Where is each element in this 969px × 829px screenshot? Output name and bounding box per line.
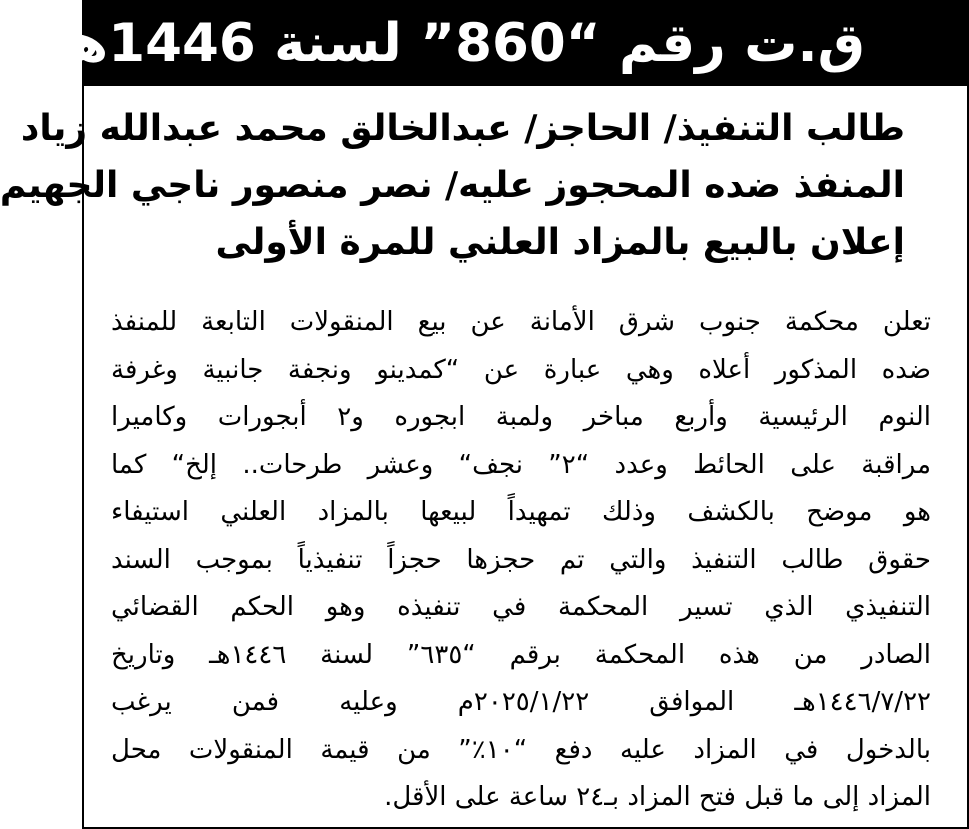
- body-line: حقوق طالب التنفيذ والتي تم حجزها حجزاً تنفيذياً بموجب السند: [111, 544, 931, 575]
- body-line: النوم الرئيسية وأربع مباخر ولمبة ابجوره و٢ أبجورات وكاميرا: [111, 402, 931, 432]
- notice-body: [111, 299, 931, 822]
- body-line: بالدخول في المزاد عليه دفع “١٠٪” من قيمة المنقولات محل: [111, 734, 931, 765]
- notice-headings: [0, 100, 905, 271]
- body-line: ضده المذكور أعلاه وهي عبارة عن “كمدينو ونجفة جانبية وغرفة: [111, 354, 931, 385]
- body-line: هو موضح بالكشف وذلك تمهيداً لبيعها بالمزاد العلني استيفاء: [111, 497, 931, 527]
- body-line: ١٤٤٦/٧/٢٢هـ الموافق ٢٠٢٥/١/٢٢م وعليه فمن يرغب: [111, 687, 931, 717]
- notice-title: ق.ت رقم “860” لسنة 1446هـ: [53, 13, 865, 74]
- body-line: مراقبة على الحائط وعدد “٢” نجف“ وعشر طرحات.. إلخ“ كما: [111, 449, 932, 480]
- defendant-heading: المنفذ ضده المحجوز عليه/ نصر منصور ناجي الجهيم: [0, 165, 905, 206]
- body-line: التنفيذي الذي تسير المحكمة في تنفيذه وهو الحكم القضائي: [111, 592, 931, 622]
- body-line: المزاد إلى ما قبل فتح المزاد بـ٢٤ ساعة على الأقل.: [384, 782, 931, 812]
- notice-header-bar: [53, 2, 967, 86]
- execution-applicant-heading: طالب التنفيذ/ الحاجز/ عبدالخالق محمد عبدالله زياد: [20, 108, 905, 149]
- body-line: تعلن محكمة جنوب شرق الأمانة عن بيع المنقولات التابعة للمنفذ: [111, 307, 931, 337]
- auction-announcement-heading: إعلان بالبيع بالمزاد العلني للمرة الأولى: [215, 222, 905, 263]
- body-line: الصادر من هذه المحكمة برقم “٦٣٥” لسنة ١٤٤٦هـ وتاريخ: [111, 639, 932, 670]
